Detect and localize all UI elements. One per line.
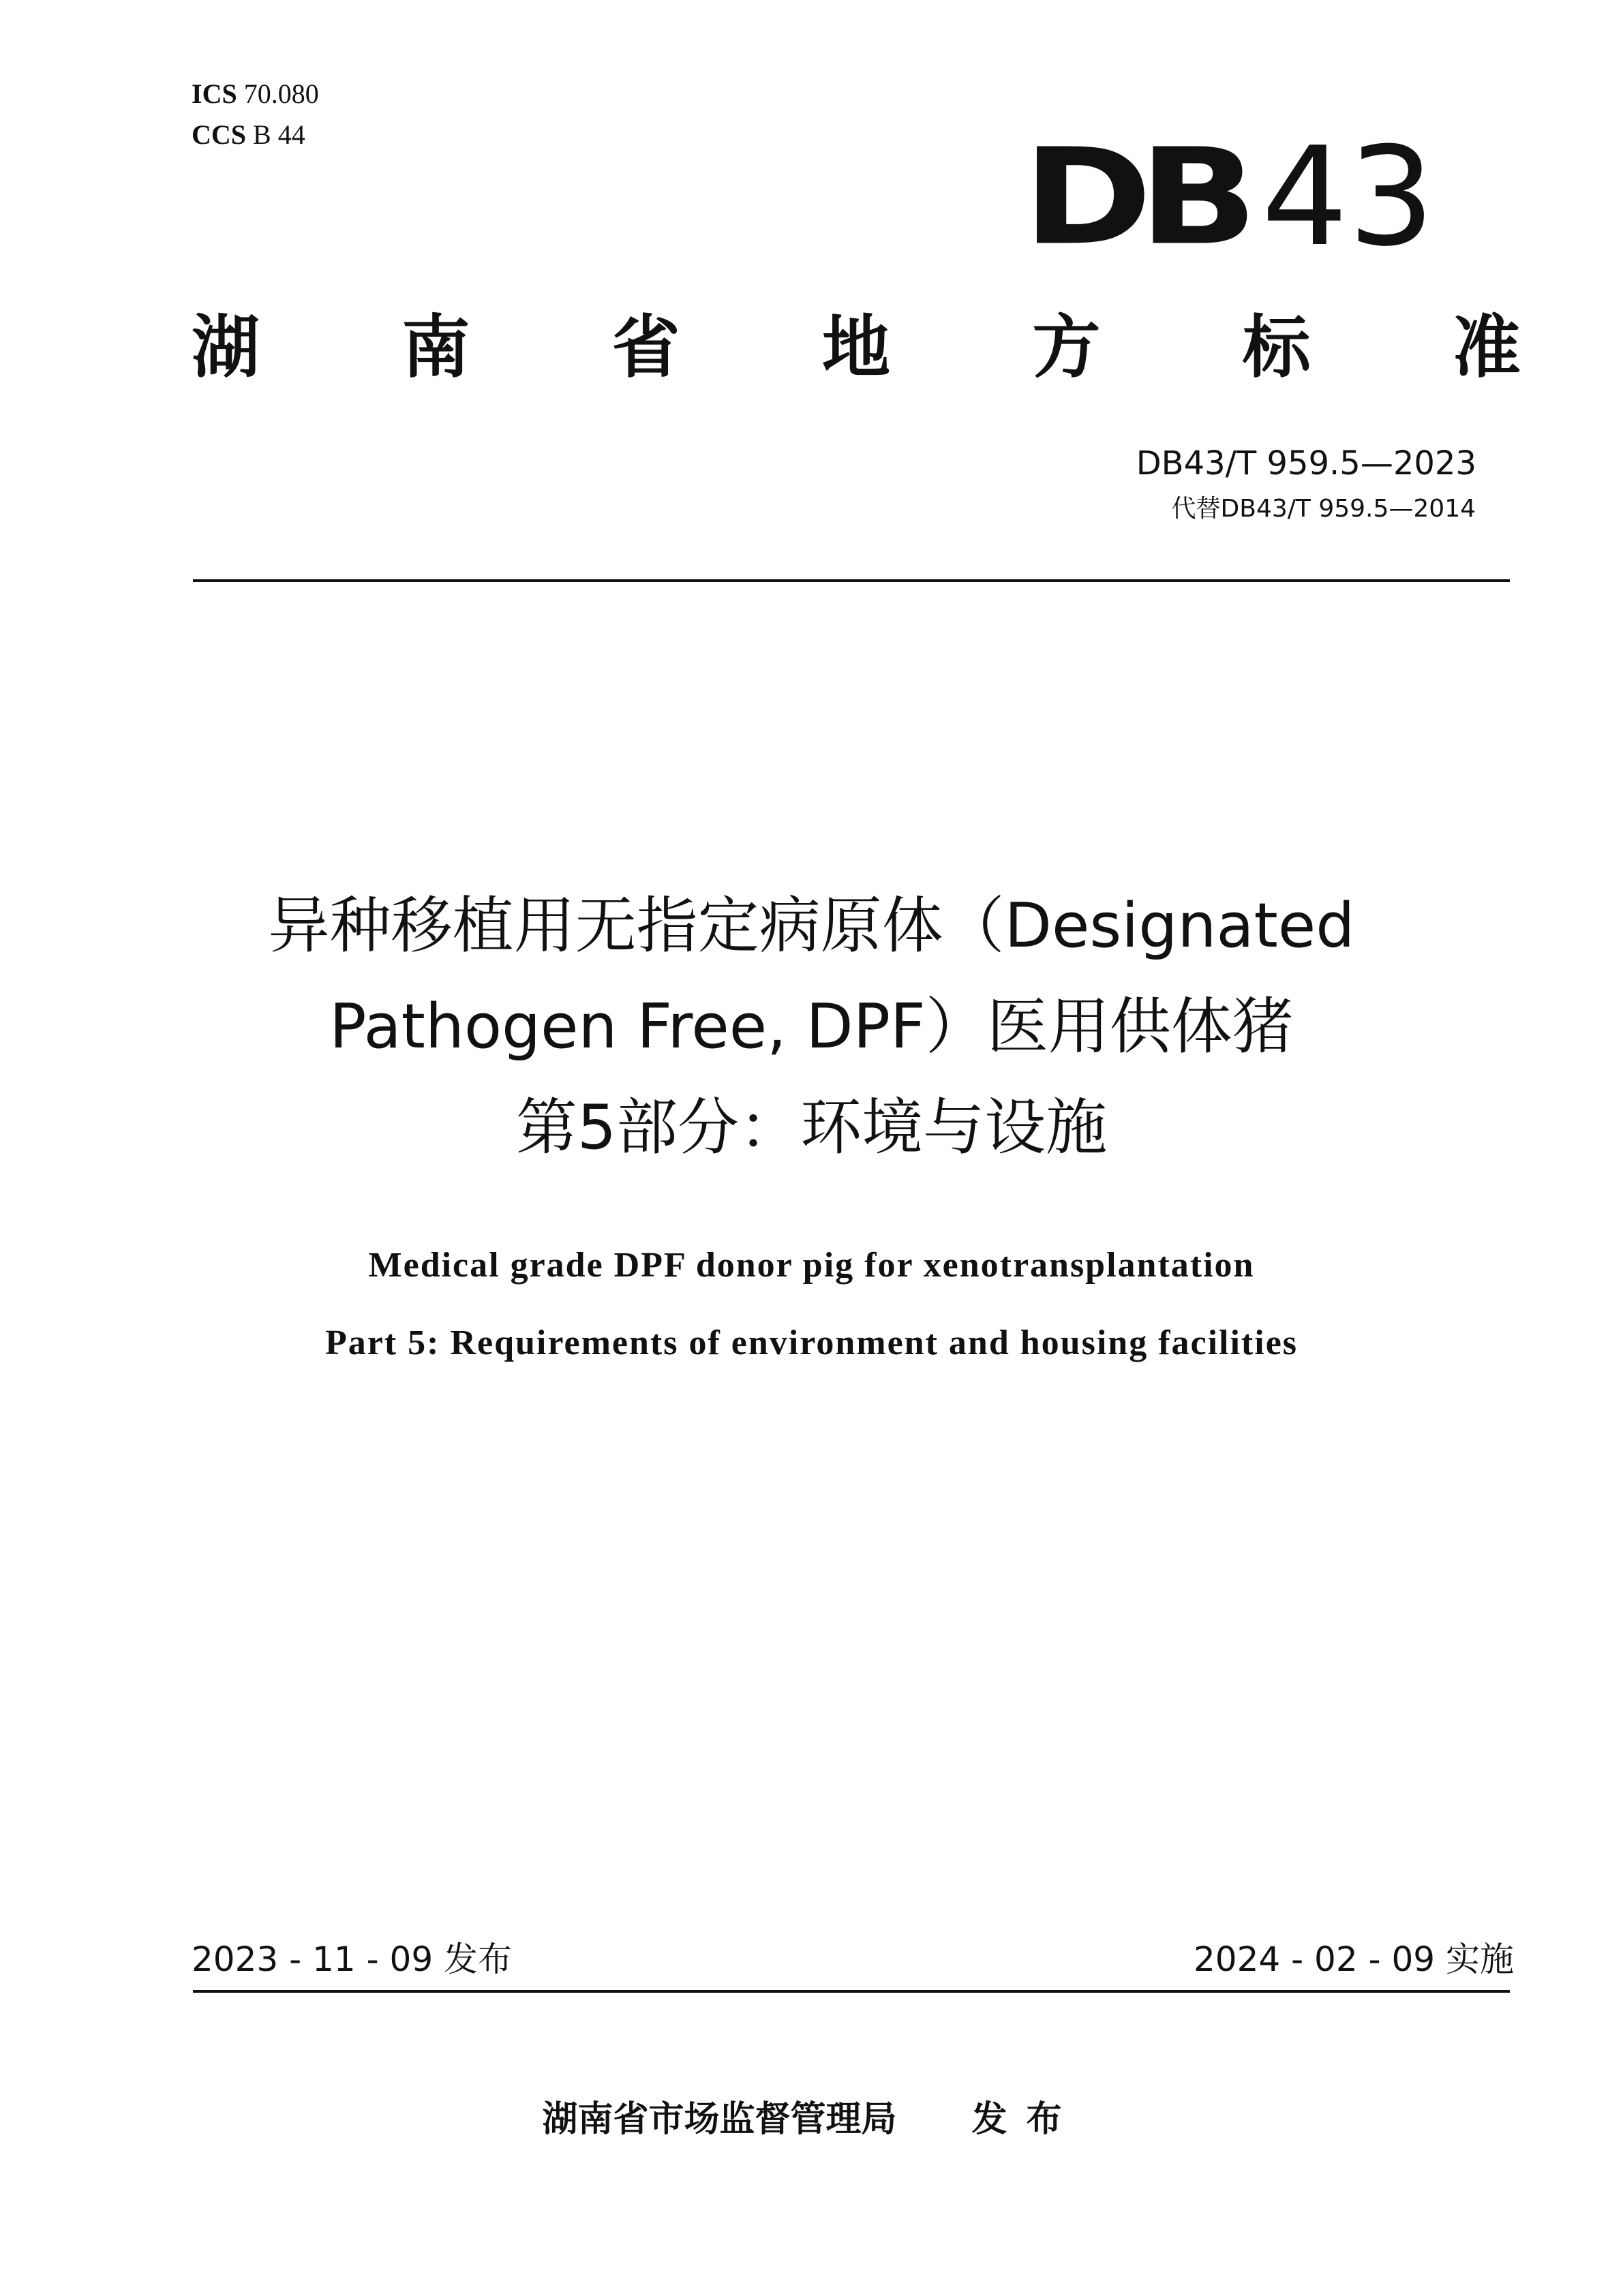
chinese-title-line: Pathogen Free, DPF）医用供体猪 xyxy=(329,991,1294,1062)
standard-type-char: 标 xyxy=(1242,307,1311,387)
ics-label: ICS xyxy=(192,78,237,109)
ics-row xyxy=(192,74,319,114)
standard-type-char: 湖 xyxy=(192,307,260,387)
ccs-code: B 44 xyxy=(253,119,305,150)
chinese-title-line: 第5部分：环境与设施 xyxy=(515,1092,1108,1163)
standard-number: DB43/T 959.5—2023 xyxy=(1136,444,1476,483)
ccs-label: CCS xyxy=(192,119,247,150)
ccs-row xyxy=(192,114,319,155)
english-title-line: Medical grade DPF donor pig for xenotransplantation xyxy=(368,1246,1255,1285)
issue-date: 2023 - 11 - 09 发布 xyxy=(192,1940,513,1979)
header-divider xyxy=(193,579,1510,582)
standard-type-char: 方 xyxy=(1032,307,1101,387)
db43-logo xyxy=(1022,118,1435,277)
chinese-title-line: 异种移植用无指定病原体（Designated xyxy=(268,890,1355,962)
standard-type-char: 南 xyxy=(401,307,470,387)
ics-code: 70.080 xyxy=(243,78,319,109)
publisher-action: 发布 xyxy=(971,2099,1081,2140)
classification-codes xyxy=(192,74,319,155)
logo-region-code: 43 xyxy=(1261,118,1435,277)
implementation-date: 2024 - 02 - 09 实施 xyxy=(1193,1940,1514,1979)
logo-prefix: DB xyxy=(1022,120,1245,275)
standard-type-heading xyxy=(192,307,1521,388)
footer-divider xyxy=(193,1990,1510,1993)
standard-type-char: 省 xyxy=(611,307,680,387)
publisher xyxy=(136,2096,1487,2143)
publisher-authority: 湖南省市场监督管理局 xyxy=(542,2099,897,2140)
standard-type-char: 地 xyxy=(821,307,890,387)
english-title xyxy=(136,1227,1487,1382)
replaces-standard: 代替DB43/T 959.5—2014 xyxy=(1171,495,1476,523)
standard-type-char: 准 xyxy=(1452,307,1521,387)
english-title-line: Part 5: Requirements of environment and housing facilities xyxy=(324,1323,1299,1362)
chinese-title xyxy=(136,876,1487,1178)
